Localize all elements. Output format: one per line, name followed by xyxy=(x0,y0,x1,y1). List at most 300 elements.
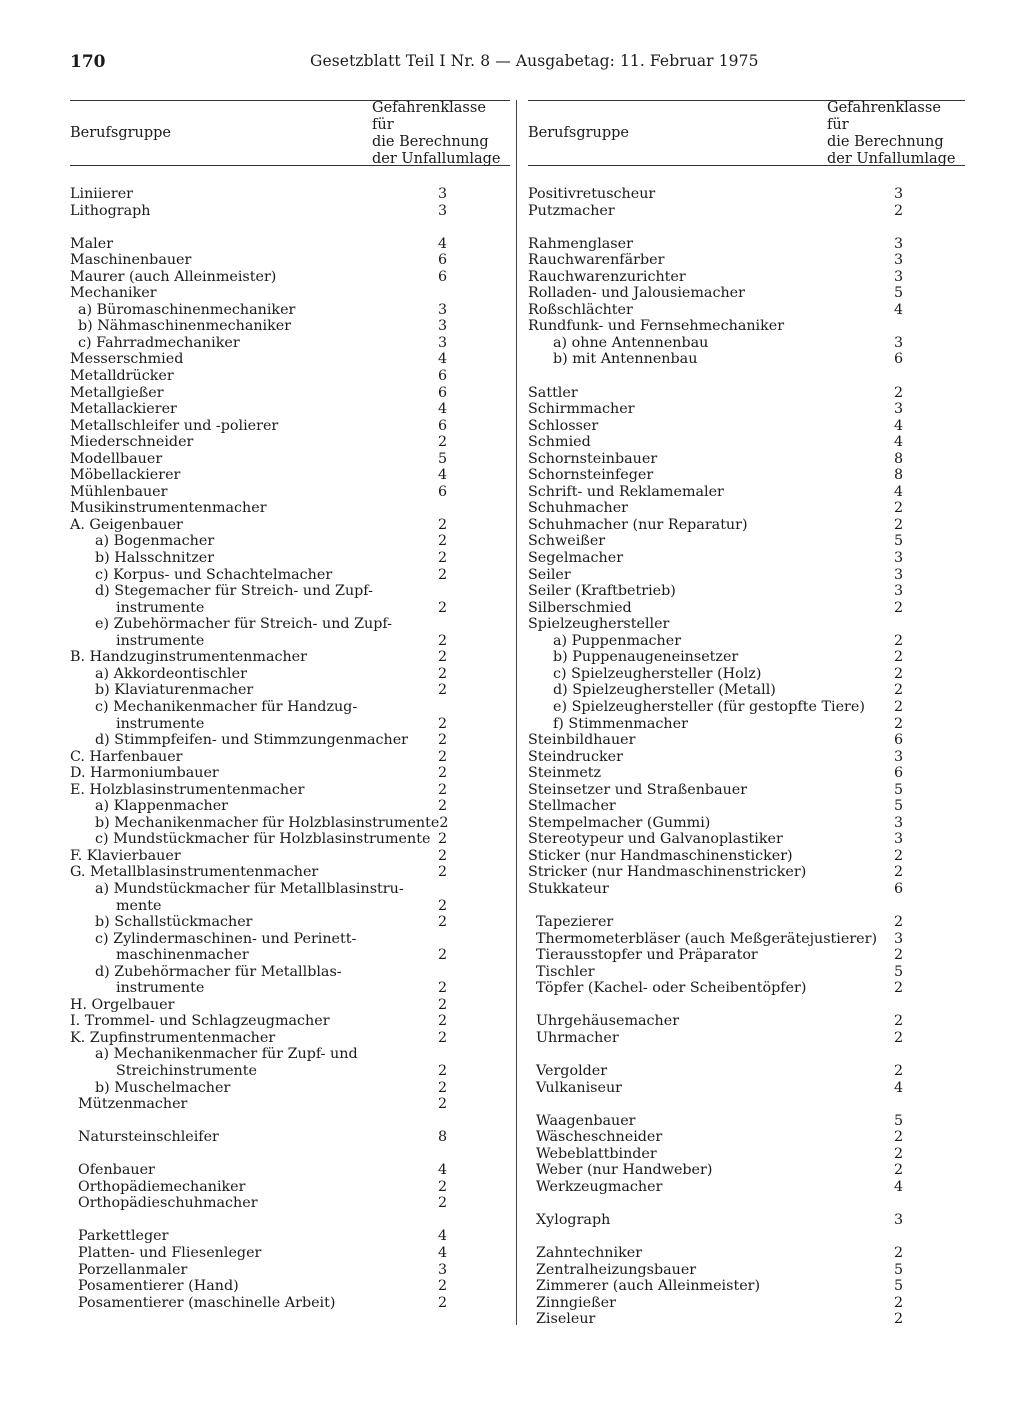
occupation-label: Uhrgehäusemacher xyxy=(536,1013,680,1030)
occupation-label: Silberschmied xyxy=(528,599,632,616)
table-row xyxy=(70,732,510,749)
table-row xyxy=(70,1080,510,1097)
table-row xyxy=(528,749,965,766)
occupation-label: Schrift- und Reklamemaler xyxy=(528,483,724,500)
hazard-class-value: 3 xyxy=(894,334,904,351)
hazard-class-value: 3 xyxy=(438,318,448,335)
hazard-class-value xyxy=(894,616,965,633)
left-column xyxy=(70,100,510,1311)
table-row xyxy=(70,1228,510,1245)
hazard-class-value: 2 xyxy=(894,1311,904,1328)
hazard-class-value: 2 xyxy=(438,996,448,1013)
hazard-class-value: 6 xyxy=(438,417,448,434)
table-row xyxy=(70,699,510,716)
occupation-label: C. Harfenbauer xyxy=(70,748,183,765)
hazard-class-value: 3 xyxy=(894,583,904,600)
occupation-label: Uhrmacher xyxy=(536,1029,619,1046)
table-header xyxy=(528,101,965,166)
occupation-label: Schornsteinfeger xyxy=(528,467,654,484)
table-row xyxy=(528,500,965,517)
table-row xyxy=(528,203,965,220)
occupation-label: K. Zupfinstrumentenmacher xyxy=(70,1029,276,1046)
table-row xyxy=(528,980,965,997)
occupation-label: Töpfer (Kachel- oder Scheibentöpfer) xyxy=(536,980,807,997)
hazard-class-value: 2 xyxy=(894,1129,904,1146)
occupation-label: Vergolder xyxy=(536,1062,608,1079)
table-row xyxy=(70,484,510,501)
hazard-class-value: 2 xyxy=(438,649,448,666)
table-row xyxy=(70,1096,510,1113)
table-row xyxy=(70,1129,510,1146)
occupation-label: E. Holzblasinstrumentenmacher xyxy=(70,781,305,798)
hazard-class-value: 2 xyxy=(894,665,904,682)
occupation-label: Miederschneider xyxy=(70,434,194,451)
table-row xyxy=(70,252,510,269)
hazard-class-value: 2 xyxy=(438,732,448,749)
table-header xyxy=(70,101,510,166)
table-row xyxy=(528,1146,965,1163)
occupation-label: a) Klappenmacher xyxy=(95,798,228,815)
hazard-class-value: 2 xyxy=(438,1294,448,1311)
table-row xyxy=(528,434,965,451)
table-row xyxy=(70,1278,510,1295)
occupation-label: Wäscheschneider xyxy=(536,1129,663,1146)
occupation-label: H. Orgelbauer xyxy=(70,996,175,1013)
spacer xyxy=(528,368,965,385)
table-row xyxy=(70,864,510,881)
hazard-class-value: 2 xyxy=(438,798,448,815)
occupation-label: Xylograph xyxy=(536,1211,611,1228)
hazard-class-value: 2 xyxy=(894,1245,904,1261)
table-row xyxy=(70,1295,510,1312)
occupation-label: B. Handzuginstrumentenmacher xyxy=(70,649,307,666)
hazard-class-value: 2 xyxy=(438,897,448,914)
hazard-class-value xyxy=(894,318,965,335)
hazard-class-value: 2 xyxy=(894,649,904,666)
hazard-class-value: 2 xyxy=(438,566,448,583)
table-row xyxy=(528,649,965,666)
occupation-label: Rundfunk- und Fernsehmechaniker xyxy=(528,318,785,335)
table-row xyxy=(70,1046,510,1063)
page-header: Gesetzblatt Teil I Nr. 8 — Ausgabetag: 11. Februar 1975 xyxy=(310,52,759,70)
occupation-label: Metalldrücker xyxy=(70,368,174,385)
table-row xyxy=(70,385,510,402)
col-header-gefahrenklasse: Gefahrenklasse für die Berechnung der Unfallumlage xyxy=(372,100,501,167)
hazard-class-value: 2 xyxy=(438,599,448,616)
table-row xyxy=(528,1295,965,1312)
occupation-label: b) Halsschnitzer xyxy=(95,550,215,567)
spacer xyxy=(528,1195,965,1212)
table-row xyxy=(528,798,965,815)
hazard-class-value: 4 xyxy=(894,434,904,451)
occupation-label: Thermometerbläser (auch Meßgerätejustierer) xyxy=(536,930,878,947)
occupation-label: Modellbauer xyxy=(70,450,163,467)
hazard-class-value: 3 xyxy=(438,334,448,351)
hazard-class-value: 2 xyxy=(894,980,904,997)
table-row xyxy=(528,186,965,203)
occupation-label: Spielzeughersteller xyxy=(528,616,670,633)
hazard-class-value: 2 xyxy=(438,980,448,997)
table-row xyxy=(70,567,510,584)
table-row xyxy=(528,633,965,650)
table-row xyxy=(70,931,510,948)
hazard-class-value: 3 xyxy=(894,748,904,765)
table-row xyxy=(528,765,965,782)
hazard-class-value: 5 xyxy=(894,963,904,980)
hazard-class-value: 2 xyxy=(439,814,449,831)
occupation-label: A. Geigenbauer xyxy=(70,516,183,533)
occupation-label: instrumente xyxy=(116,980,205,997)
occupation-label: Metallgießer xyxy=(70,384,164,401)
table-row xyxy=(70,500,510,517)
hazard-class-value: 2 xyxy=(438,1178,448,1195)
table-row xyxy=(528,964,965,981)
hazard-class-value: 2 xyxy=(438,847,448,864)
hazard-class-value: 4 xyxy=(894,417,904,434)
table-row xyxy=(528,1262,965,1279)
hazard-class-value xyxy=(438,583,510,600)
table-row xyxy=(70,997,510,1014)
table-row xyxy=(528,252,965,269)
table-row xyxy=(70,881,510,898)
table-row xyxy=(70,1063,510,1080)
hazard-class-value xyxy=(438,500,510,517)
occupation-label: Steindrucker xyxy=(528,748,623,765)
hazard-class-value: 5 xyxy=(894,533,904,550)
hazard-class-value: 2 xyxy=(438,434,448,451)
occupation-label: c) Korpus- und Schachtelmacher xyxy=(95,566,333,583)
hazard-class-value: 6 xyxy=(894,880,904,897)
hazard-class-value: 2 xyxy=(894,202,904,219)
occupation-label: Platten- und Fliesenleger xyxy=(78,1245,262,1261)
occupation-label: Stukkateur xyxy=(528,880,609,897)
hazard-class-value: 4 xyxy=(894,1178,904,1195)
table-row xyxy=(70,947,510,964)
occupation-label: Putzmacher xyxy=(528,202,615,219)
occupation-label: b) Schallstückmacher xyxy=(95,914,253,931)
hazard-class-value xyxy=(438,964,510,981)
occupation-label: a) Büromaschinenmechaniker xyxy=(78,301,296,318)
hazard-class-value: 2 xyxy=(438,533,448,550)
table-row xyxy=(70,203,510,220)
hazard-class-value: 2 xyxy=(894,384,904,401)
table-row xyxy=(528,864,965,881)
table-row xyxy=(528,616,965,633)
table-row xyxy=(70,1179,510,1196)
col-header-gefahrenklasse: Gefahrenklasse für die Berechnung der Unfallumlage xyxy=(827,100,956,167)
occupation-label: Maler xyxy=(70,235,114,252)
table-row xyxy=(70,716,510,733)
table-row xyxy=(528,1080,965,1097)
table-row xyxy=(528,451,965,468)
occupation-label: Rauchwarenzurichter xyxy=(528,268,686,285)
hazard-class-value: 2 xyxy=(894,1162,904,1179)
table-row xyxy=(528,947,965,964)
hazard-class-value: 3 xyxy=(894,930,904,947)
hazard-class-value: 3 xyxy=(894,831,904,848)
table-row xyxy=(528,318,965,335)
table-row xyxy=(528,236,965,253)
table-row xyxy=(70,318,510,335)
occupation-label: Schuhmacher (nur Reparatur) xyxy=(528,516,748,533)
occupation-label: instrumente xyxy=(116,599,205,616)
occupation-label: Schweißer xyxy=(528,533,606,550)
occupation-label: e) Spielzeughersteller (für gestopfte Tiere) xyxy=(553,698,865,715)
table-row xyxy=(528,1311,965,1328)
occupation-label: Vulkaniseur xyxy=(536,1079,622,1096)
table-row xyxy=(528,484,965,501)
hazard-class-value: 2 xyxy=(894,1062,904,1079)
hazard-class-value: 6 xyxy=(894,765,904,782)
table-row xyxy=(528,467,965,484)
table-row xyxy=(528,1212,965,1229)
hazard-class-value: 6 xyxy=(894,351,904,368)
table-row xyxy=(70,600,510,617)
table-row xyxy=(528,418,965,435)
hazard-class-value: 3 xyxy=(894,814,904,831)
hazard-class-value: 3 xyxy=(894,566,904,583)
table-row xyxy=(528,517,965,534)
table-row xyxy=(528,682,965,699)
occupation-label: c) Mundstückmacher für Holzblasinstrumente xyxy=(95,831,431,848)
occupation-label: Zinngießer xyxy=(536,1294,616,1311)
table-row xyxy=(528,716,965,733)
occupation-label: Natursteinschleifer xyxy=(78,1129,219,1146)
page-number: 170 xyxy=(70,52,106,72)
hazard-class-value: 4 xyxy=(438,401,448,418)
hazard-class-value: 3 xyxy=(894,186,904,202)
hazard-class-value: 2 xyxy=(894,698,904,715)
occupation-label: d) Zubehörmacher für Metallblas- xyxy=(95,963,342,980)
spacer xyxy=(528,1046,965,1063)
hazard-class-value: 6 xyxy=(438,368,448,385)
occupation-label: a) Akkordeontischler xyxy=(95,665,247,682)
occupation-label: Zahntechniker xyxy=(536,1245,643,1261)
occupation-label: Rolladen- und Jalousiemacher xyxy=(528,285,745,302)
occupation-label: Waagenbauer xyxy=(536,1112,636,1129)
occupation-label: Mechaniker xyxy=(70,285,157,302)
table-row xyxy=(528,583,965,600)
hazard-class-value: 2 xyxy=(894,1029,904,1046)
table-row xyxy=(70,633,510,650)
table-row xyxy=(528,666,965,683)
hazard-class-value: 4 xyxy=(438,235,448,252)
occupation-label: Steinbildhauer xyxy=(528,732,636,749)
table-row xyxy=(70,682,510,699)
table-row xyxy=(528,533,965,550)
occupation-label: Möbellackierer xyxy=(70,467,181,484)
hazard-class-value: 4 xyxy=(438,1228,448,1245)
hazard-class-value: 4 xyxy=(438,1162,448,1179)
hazard-class-value: 2 xyxy=(894,500,904,517)
table-row xyxy=(528,831,965,848)
table-row xyxy=(70,848,510,865)
table-row xyxy=(70,517,510,534)
hazard-class-value: 3 xyxy=(894,252,904,269)
hazard-class-value: 3 xyxy=(894,550,904,567)
hazard-class-value: 4 xyxy=(438,351,448,368)
occupation-label: G. Metallblasinstrumentenmacher xyxy=(70,864,319,881)
column-divider xyxy=(516,100,517,1325)
hazard-class-value: 2 xyxy=(438,914,448,931)
table-row xyxy=(70,302,510,319)
hazard-class-value: 3 xyxy=(894,235,904,252)
occupation-label: Rauchwarenfärber xyxy=(528,252,665,269)
table-row xyxy=(528,1278,965,1295)
col-header-berufsgruppe: Berufsgruppe xyxy=(70,125,172,141)
hazard-class-value: 2 xyxy=(438,516,448,533)
table-row xyxy=(70,434,510,451)
table-row xyxy=(70,898,510,915)
hazard-class-value: 6 xyxy=(438,483,448,500)
occupation-label: Tischler xyxy=(536,963,595,980)
table-row xyxy=(70,798,510,815)
table-row xyxy=(528,815,965,832)
occupation-label: b) Klaviaturenmacher xyxy=(95,682,254,699)
occupation-label: d) Stimmpfeifen- und Stimmzungenmacher xyxy=(95,732,409,749)
occupation-label: c) Zylindermaschinen- und Perinett- xyxy=(95,930,357,947)
hazard-class-value: 4 xyxy=(438,467,448,484)
occupation-label: a) Mundstückmacher für Metallblasinstru- xyxy=(95,880,404,897)
table-row xyxy=(528,1013,965,1030)
hazard-class-value xyxy=(438,616,510,633)
table-row xyxy=(70,550,510,567)
hazard-class-value: 5 xyxy=(894,1112,904,1129)
hazard-class-value: 4 xyxy=(894,301,904,318)
table-row xyxy=(528,1245,965,1262)
occupation-label: Ziseleur xyxy=(536,1311,596,1328)
hazard-class-value xyxy=(438,881,510,898)
occupation-label: f) Stimmenmacher xyxy=(553,715,688,732)
hazard-class-value: 2 xyxy=(438,1195,448,1212)
table-row xyxy=(70,583,510,600)
table-row xyxy=(70,236,510,253)
table-row xyxy=(70,335,510,352)
hazard-class-value: 5 xyxy=(894,1278,904,1295)
hazard-class-value: 4 xyxy=(894,483,904,500)
hazard-class-value: 3 xyxy=(438,1261,448,1278)
table-row xyxy=(70,1195,510,1212)
hazard-class-value: 2 xyxy=(438,765,448,782)
occupation-label: Stempelmacher (Gummi) xyxy=(528,814,711,831)
hazard-class-value: 2 xyxy=(894,847,904,864)
table-row xyxy=(528,385,965,402)
table-row xyxy=(528,269,965,286)
table-row xyxy=(70,749,510,766)
occupation-label: Parkettleger xyxy=(78,1228,169,1245)
hazard-class-value: 6 xyxy=(894,732,904,749)
hazard-class-value: 2 xyxy=(438,632,448,649)
occupation-label: Steinsetzer und Straßenbauer xyxy=(528,781,748,798)
occupation-label: Weber (nur Handweber) xyxy=(536,1162,713,1179)
table-row xyxy=(528,351,965,368)
hazard-class-value: 2 xyxy=(438,781,448,798)
hazard-class-value: 2 xyxy=(438,1079,448,1096)
table-row xyxy=(528,699,965,716)
table-row xyxy=(70,401,510,418)
occupation-label: D. Harmoniumbauer xyxy=(70,765,219,782)
occupation-label: b) Nähmaschinenmechaniker xyxy=(78,318,292,335)
hazard-class-value: 5 xyxy=(894,285,904,302)
occupation-label: Metallackierer xyxy=(70,401,177,418)
occupation-label: Zimmerer (auch Alleinmeister) xyxy=(536,1278,761,1295)
hazard-class-value: 8 xyxy=(894,450,904,467)
hazard-class-value xyxy=(438,931,510,948)
hazard-class-value: 2 xyxy=(438,715,448,732)
hazard-class-value: 2 xyxy=(438,665,448,682)
table-row xyxy=(70,1262,510,1279)
table-row xyxy=(70,467,510,484)
hazard-class-value: 6 xyxy=(438,252,448,269)
hazard-class-value: 3 xyxy=(894,401,904,418)
spacer xyxy=(528,898,965,915)
occupation-label: Maurer (auch Alleinmeister) xyxy=(70,268,277,285)
table-row xyxy=(70,649,510,666)
occupation-label: Positivretuscheur xyxy=(528,186,656,202)
hazard-class-value: 3 xyxy=(438,186,448,202)
table-rows-right xyxy=(528,186,965,1328)
occupation-label: Tierausstopfer und Präparator xyxy=(536,947,758,964)
occupation-label: Ofenbauer xyxy=(78,1162,155,1179)
occupation-label: I. Trommel- und Schlagzeugmacher xyxy=(70,1013,330,1030)
table-row xyxy=(528,1030,965,1047)
occupation-label: Orthopädieschuhmacher xyxy=(78,1195,258,1212)
occupation-label: c) Spielzeughersteller (Holz) xyxy=(553,665,762,682)
hazard-class-value: 8 xyxy=(438,1129,448,1146)
occupation-label: Schmied xyxy=(528,434,591,451)
occupation-label: a) Puppenmacher xyxy=(553,632,682,649)
occupation-label: Schlosser xyxy=(528,417,599,434)
table-row xyxy=(528,931,965,948)
occupation-label: Tapezierer xyxy=(536,914,614,931)
hazard-class-value xyxy=(438,699,510,716)
table-row xyxy=(70,616,510,633)
hazard-class-value: 2 xyxy=(438,1278,448,1295)
occupation-label: c) Mechanikenmacher für Handzug- xyxy=(95,698,358,715)
table-row xyxy=(528,600,965,617)
occupation-label: Roßschlächter xyxy=(528,301,633,318)
table-row xyxy=(528,550,965,567)
table-row xyxy=(528,567,965,584)
table-row xyxy=(70,782,510,799)
spacer xyxy=(70,1212,510,1229)
hazard-class-value: 5 xyxy=(438,450,448,467)
table-row xyxy=(70,1013,510,1030)
occupation-label: Schornsteinbauer xyxy=(528,450,658,467)
hazard-class-value: 4 xyxy=(438,1245,448,1261)
table-row xyxy=(70,451,510,468)
spacer xyxy=(528,219,965,236)
occupation-label: maschinenmacher xyxy=(116,947,249,964)
hazard-class-value: 2 xyxy=(438,864,448,881)
spacer xyxy=(528,997,965,1014)
spacer xyxy=(70,1146,510,1163)
occupation-label: Schirmmacher xyxy=(528,401,635,418)
hazard-class-value: 2 xyxy=(438,947,448,964)
occupation-label: Schuhmacher xyxy=(528,500,629,517)
table-row xyxy=(528,1179,965,1196)
right-column xyxy=(528,100,965,1328)
hazard-class-value: 2 xyxy=(894,1145,904,1162)
hazard-class-value: 2 xyxy=(894,682,904,699)
occupation-label: Porzellanmaler xyxy=(78,1261,188,1278)
occupation-label: c) Fahrradmechaniker xyxy=(78,334,240,351)
table-row xyxy=(528,335,965,352)
table-row xyxy=(70,815,510,832)
table-row xyxy=(70,368,510,385)
occupation-label: Rahmenglaser xyxy=(528,235,633,252)
occupation-label: b) mit Antennenbau xyxy=(553,351,698,368)
